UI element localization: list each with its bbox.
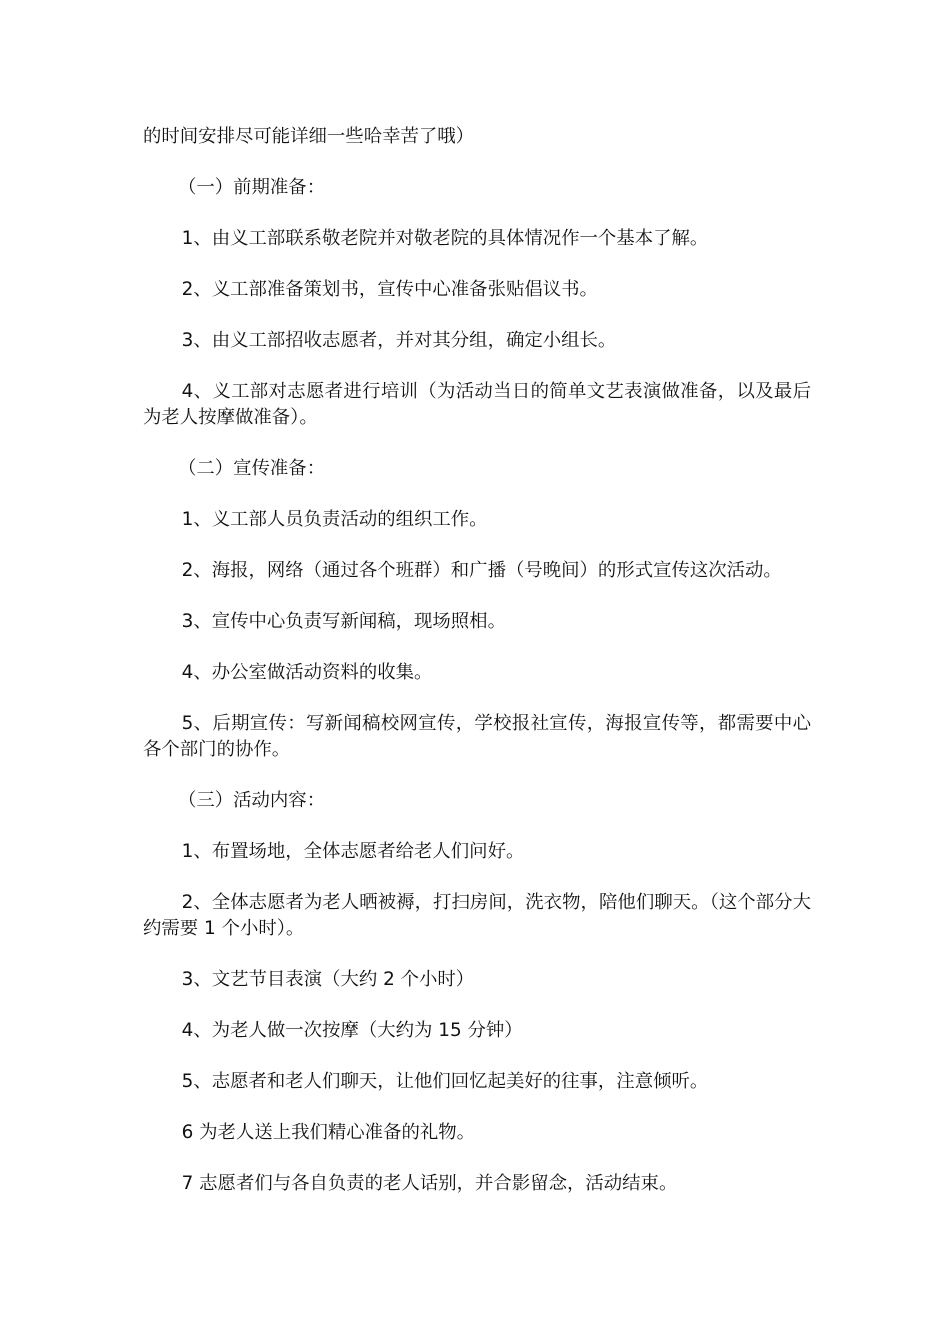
list-item: 6 为老人送上我们精心准备的礼物。 (181, 1122, 476, 1143)
list-item: 3、由义工部招收志愿者，并对其分组，确定小组长。 (181, 330, 617, 351)
list-item: 4、为老人做一次按摩（大约为 15 分钟） (181, 1020, 523, 1041)
list-item: 1、义工部人员负责活动的组织工作。 (181, 509, 488, 530)
list-item: 1、由义工部联系敬老院并对敬老院的具体情况作一个基本了解。 (181, 228, 709, 249)
list-item: 2、义工部准备策划书，宣传中心准备张贴倡议书。 (181, 279, 598, 300)
list-item: 5、后期宣传：写新闻稿校网宣传，学校报社宣传，海报宣传等，都需要中心各个部门的协作。 (143, 713, 811, 760)
paragraph-continuation: 的时间安排尽可能详细一些哈幸苦了哦） (143, 126, 475, 147)
section-heading-preparation: （一）前期准备： (177, 177, 326, 198)
list-item: 5、志愿者和老人们聊天，让他们回忆起美好的往事，注意倾听。 (181, 1071, 709, 1092)
section-heading-publicity: （二）宣传准备： (177, 458, 326, 479)
section-heading-activities: （三）活动内容： (177, 790, 326, 811)
list-item: 7 志愿者们与各自负责的老人话别，并合影留念，活动结束。 (181, 1173, 678, 1194)
list-item: 4、办公室做活动资料的收集。 (181, 662, 433, 683)
list-item: 2、全体志愿者为老人晒被褥，打扫房间，洗衣物，陪他们聊天。（这个部分大约需要 1 个小时）。 (143, 892, 811, 939)
list-item: 1、布置场地，全体志愿者给老人们问好。 (181, 841, 525, 862)
list-item: 3、文艺节目表演（大约 2 个小时） (181, 969, 475, 990)
list-item: 3、宣传中心负责写新闻稿，现场照相。 (181, 611, 506, 632)
list-item: 4、义工部对志愿者进行培训（为活动当日的简单文艺表演做准备，以及最后为老人按摩做准备）。 (143, 381, 811, 428)
list-item: 2、海报，网络（通过各个班群）和广播（号晚间）的形式宣传这次活动。 (181, 560, 782, 581)
document-page (143, 124, 811, 1222)
